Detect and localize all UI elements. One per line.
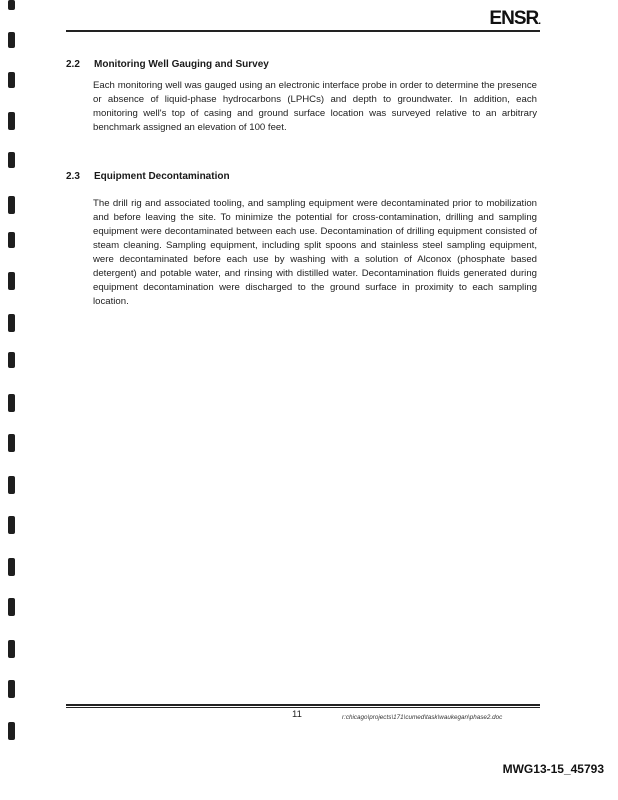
binder-mark (8, 476, 15, 494)
section-heading-2-2 (66, 59, 269, 70)
binder-mark (8, 434, 15, 452)
binder-mark (8, 394, 15, 412)
binder-mark (8, 272, 15, 290)
binder-mark (8, 232, 15, 248)
binder-mark (8, 598, 15, 616)
binder-mark (8, 196, 15, 214)
section-number: 2.2 (66, 59, 80, 70)
footer-divider (66, 704, 540, 708)
binder-mark (8, 112, 15, 130)
binder-mark (8, 722, 15, 740)
section-number: 2.3 (66, 171, 80, 182)
binder-mark (8, 152, 15, 168)
section-body-2-2: Each monitoring well was gauged using an electronic interface probe in order to determine the presence or absence of liquid-phase hydrocarbons (LPHCs) and depth to groundwater. In addition, each monitoring well's top of casing and ground surface location was surveyed relative to an arbitrary benchmark assigned an elevation of 100 feet. (93, 80, 537, 133)
binder-mark (8, 558, 15, 576)
file-path: r:chicago\projects\171\cumed\task\waukegan\phase2.doc (342, 714, 503, 721)
binder-mark (8, 72, 15, 88)
binder-mark (8, 516, 15, 534)
section-title: Monitoring Well Gauging and Survey (94, 59, 269, 70)
binder-mark (8, 640, 15, 658)
header-divider (66, 30, 540, 32)
document-id: MWG13-15_45793 (502, 762, 604, 776)
section-body-2-3: The drill rig and associated tooling, and sampling equipment were decontaminated prior to mobilization and before leaving the site. To minimize the potential for cross-contamination, drilling and sampling equipment were decontaminated between each use. Decontamination of drilling equipment consisted of steam cleaning. Sampling equipment, including split spoons and stainless steel sampling equipment, were decontaminated before each use by washing with a solution of Alconox (phosphate based detergent) and potable water, and rinsing with distilled water. Decontamination fluids generated during equipment decontamination were discharged to the ground surface in proximity to each sampling location. (93, 198, 537, 307)
page-number: 11 (292, 709, 302, 720)
binder-mark (8, 680, 15, 698)
binder-mark (8, 314, 15, 332)
section-title: Equipment Decontamination (94, 171, 230, 182)
binder-mark (8, 0, 15, 10)
company-logo: ENSR. (489, 8, 540, 29)
section-heading-2-3 (66, 171, 230, 182)
binder-mark (8, 32, 15, 48)
binder-mark (8, 352, 15, 368)
